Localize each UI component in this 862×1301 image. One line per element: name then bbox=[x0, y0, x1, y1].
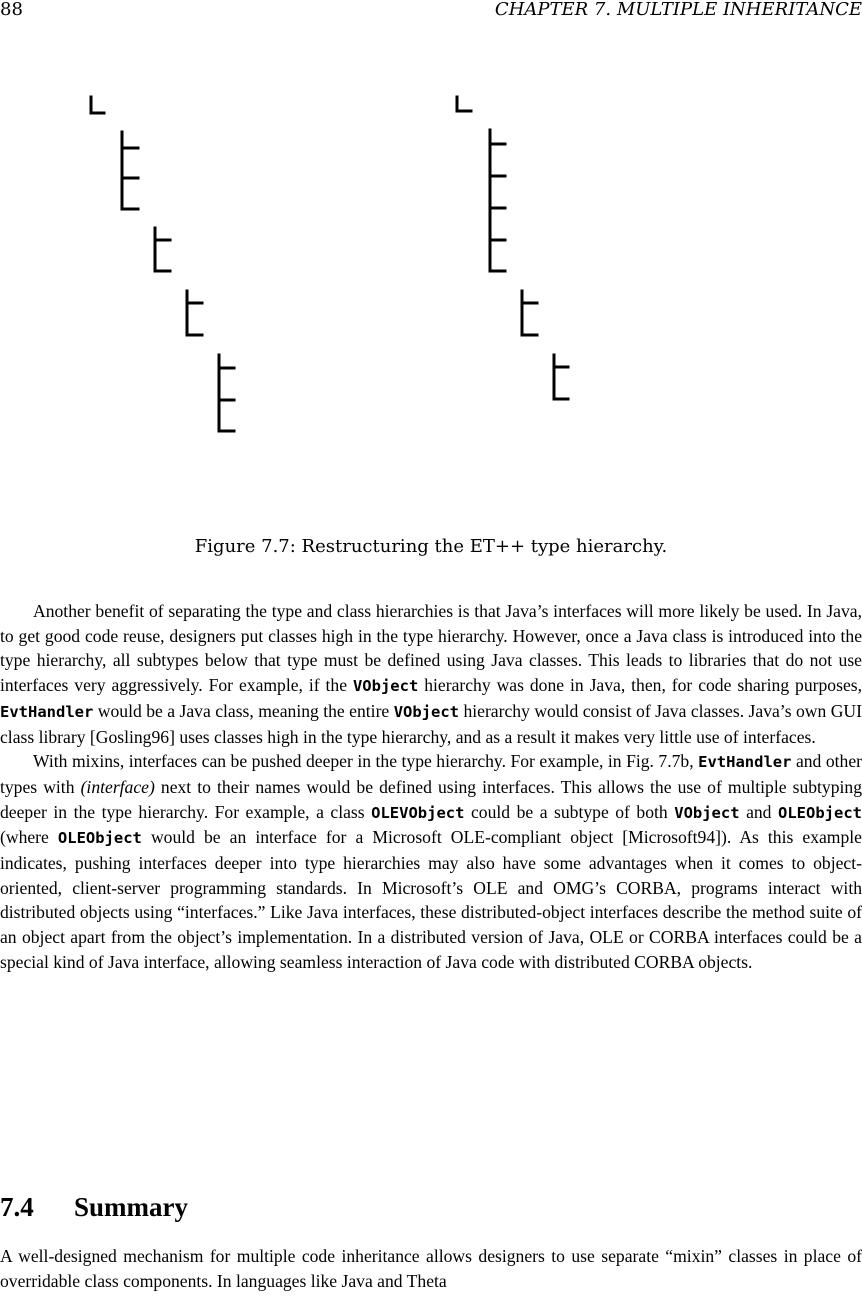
tree-level-3 bbox=[187, 291, 202, 335]
paragraph: With mixins, interfaces can be pushed deeper in the type hierarchy. For example, in Fig. 7.7b, EvtHandler and other types with (interface) next to their names would be defined using interfaces. This allows the use of multiple subtyping deeper in the type hierarchy. For example, a class OLEVObject could be a subtype of both VObject and OLEObject (where OLEObject would be an interface for a Microsoft OLE-compliant object [Microsoft94]). As this example indicates, pushing interfaces deeper into type hierarchies may also have some advantages when it comes to object-oriented, client-server programming standards. In Microsoft’s OLE and OMG’s CORBA, programs interact with distributed objects using “interfaces.” Like Java interfaces, these distributed-object interfaces describe the method suite of an object apart from the object’s implementation. In a distributed version of Java, OLE or CORBA interfaces could be a special kind of Java interface, allowing seamless interaction of Java code with distributed CORBA objects. bbox=[0, 751, 862, 972]
code-term: OLEObject bbox=[57, 829, 142, 848]
section-heading bbox=[0, 1190, 862, 1224]
code-term: VObject bbox=[393, 702, 460, 721]
running-head: CHAPTER 7. MULTIPLE INHERITANCE bbox=[494, 0, 862, 20]
code-term: OLEVObject bbox=[371, 803, 465, 822]
summary-text bbox=[0, 1244, 862, 1293]
emphasis-term: (interface) bbox=[80, 776, 155, 797]
type-hierarchy-figure bbox=[0, 70, 862, 450]
tree-level-3 bbox=[554, 355, 568, 399]
tree-level-1 bbox=[122, 132, 138, 209]
tree-level-4 bbox=[219, 355, 234, 431]
page-number: 88 bbox=[0, 0, 23, 20]
hierarchy-b bbox=[457, 97, 568, 399]
section-number: 7.4 bbox=[0, 1192, 34, 1222]
body-text bbox=[0, 599, 862, 975]
paragraph: Another benefit of separating the type and class hierarchies is that Java’s interfaces will more likely be used. In Java, to get good code reuse, designers put classes high in the type hierarchy. However, once a Java class is introduced into the type hierarchy, all subtypes below that type must be defined using Java classes. This leads to libraries that do not use interfaces very aggressively. For example, if the VObject hierarchy was done in Java, then, for code sharing purposes, EvtHandler would be a Java class, meaning the entire VObject hierarchy would consist of Java classes. Java’s own GUI class library [Gosling96] uses classes high in the type hierarchy, and as a result it makes very little use of interfaces. bbox=[0, 601, 862, 747]
hierarchy-a bbox=[91, 97, 234, 431]
code-term: OLEObject bbox=[778, 803, 862, 822]
paragraph: A well-designed mechanism for multiple code inheritance allows designers to use separate “mixin” classes in place of overridable class components. In languages like Java and Theta bbox=[0, 1246, 862, 1291]
code-term: VObject bbox=[674, 803, 740, 822]
code-term: EvtHandler bbox=[0, 702, 94, 721]
tree-level-2 bbox=[155, 228, 170, 271]
tree-root-connector bbox=[457, 97, 471, 111]
figure-caption: Figure 7.7: Restructuring the ET++ type hierarchy. bbox=[194, 536, 668, 557]
section-title: Summary bbox=[74, 1192, 188, 1222]
code-term: VObject bbox=[352, 677, 419, 696]
tree-root-connector bbox=[91, 97, 104, 113]
page-header bbox=[0, 0, 862, 22]
tree-level-2 bbox=[522, 291, 537, 335]
tree-level-1 bbox=[490, 130, 505, 271]
code-term: EvtHandler bbox=[698, 753, 792, 772]
